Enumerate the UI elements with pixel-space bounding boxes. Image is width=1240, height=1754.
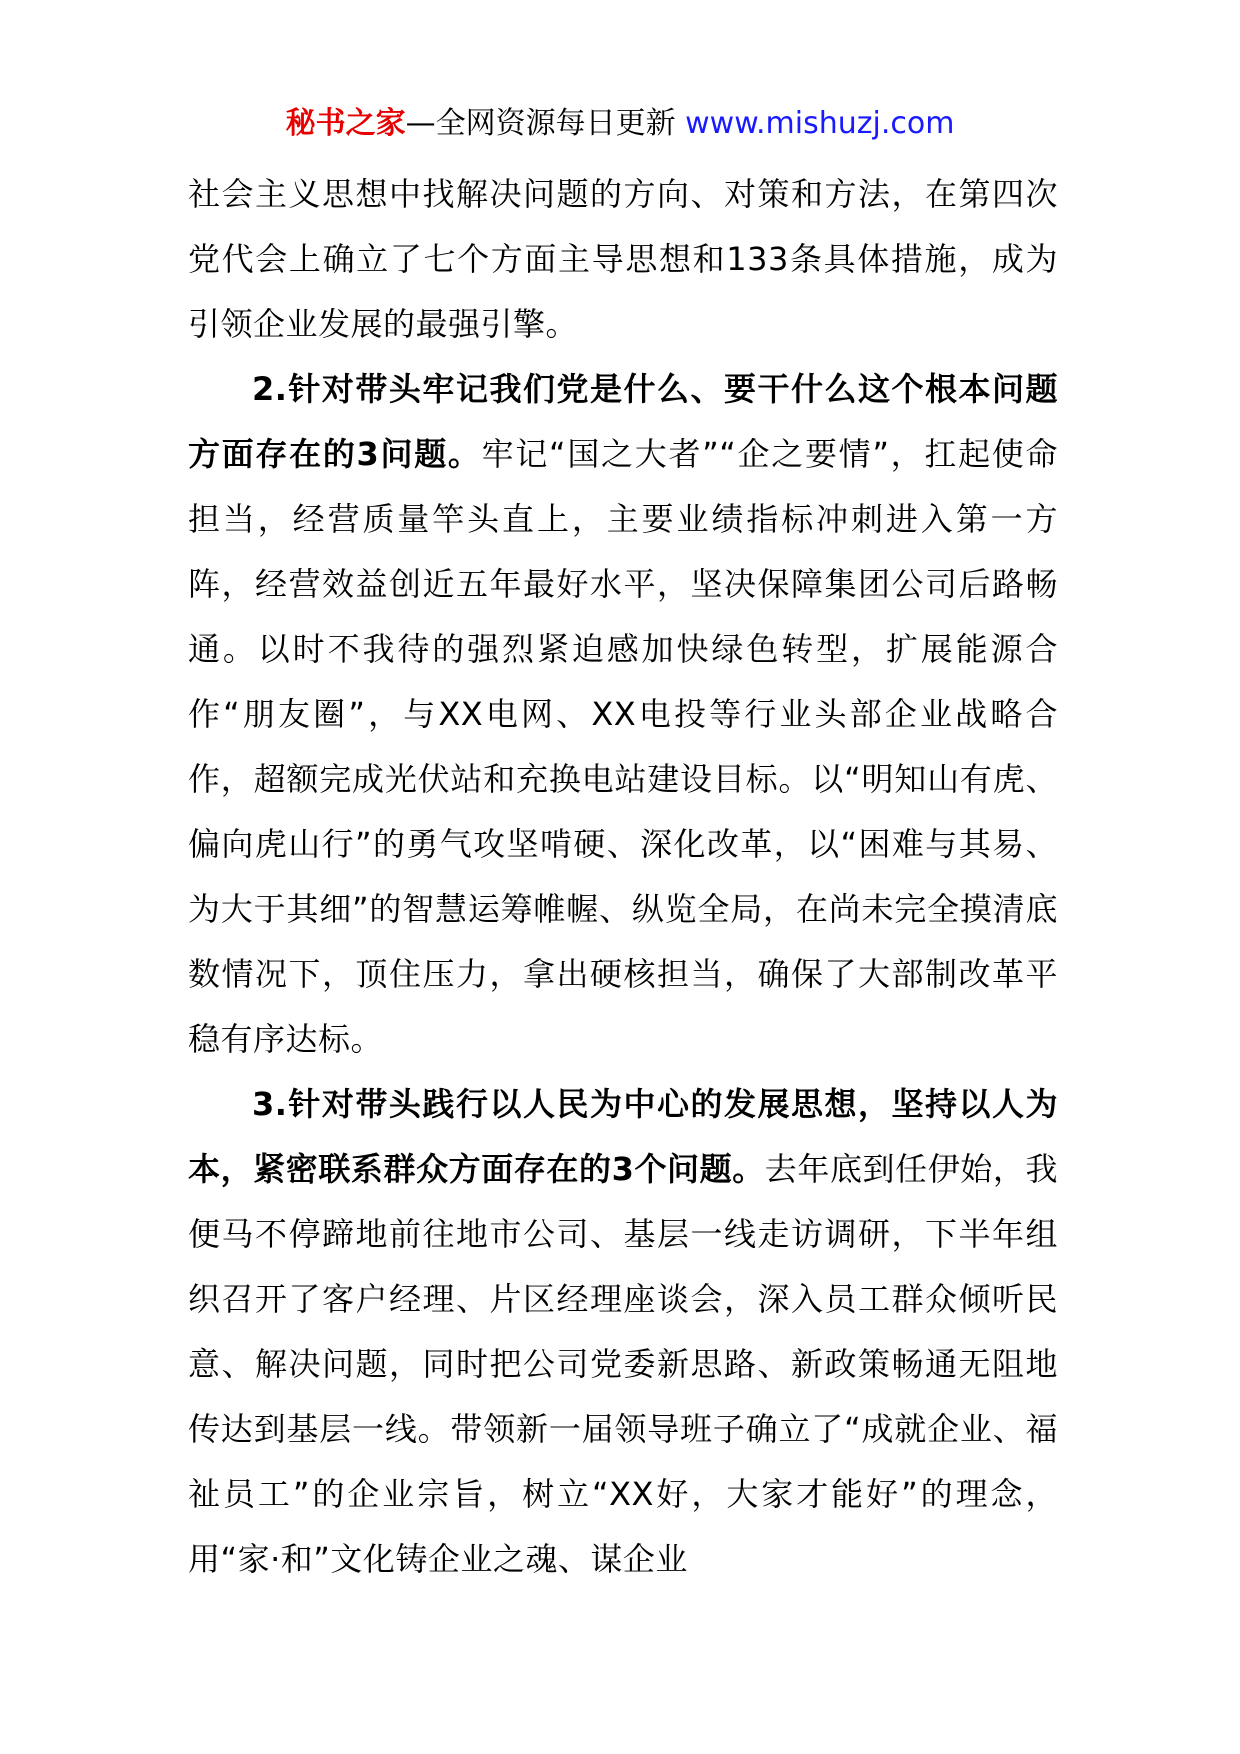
paragraph-text: 社会主义思想中找解决问题的方向、对策和方法，在第四次党代会上确立了七个方面主导思想和133条具体措施，成为引领企业发展的最强引擎。: [188, 175, 1058, 343]
paragraph-continuation: [188, 162, 1058, 357]
site-url-link[interactable]: www.mishuzj.com: [685, 106, 955, 141]
paragraph-item-2: [188, 357, 1058, 1072]
page-header: [0, 104, 1240, 144]
header-tagline: —全网资源每日更新: [405, 106, 676, 141]
paragraph-text: 去年底到任伊始，我便马不停蹄地前往地市公司、基层一线走访调研，下半年组织召开了客户经理、片区经理座谈会，深入员工群众倾听民意、解决问题，同时把公司党委新思路、新政策畅通无阻地传达到基层一线。带领新一届领导班子确立了“成就企业、福祉员工”的企业宗旨，树立“XX好，大家才能好”的理念，用“家·和”文化铸企业之魂、谋企业: [188, 1150, 1058, 1578]
paragraph-item-3: [188, 1072, 1058, 1592]
brand-name: 秘书之家: [285, 106, 406, 141]
paragraph-text: 牢记“国之大者”“企之要情”，扛起使命担当，经营质量竿头直上，主要业绩指标冲刺进入第一方阵，经营效益创近五年最好水平，坚决保障集团公司后路畅通。以时不我待的强烈紧迫感加快绿色转型，扩展能源合作“朋友圈”，与XX电网、XX电投等行业头部企业战略合作，超额完成光伏站和充换电站建设目标。以“明知山有虎、偏向虎山行”的勇气攻坚啃硬、深化改革，以“困难与其易、为大于其细”的智慧运筹帷幄、纵览全局，在尚未完全摸清底数情况下，顶住压力，拿出硬核担当，确保了大部制改革平稳有序达标。: [188, 435, 1058, 1058]
paragraph-heading: 3.针对带头践行以人民为中心的发展思想，坚持以人为本，紧密联系群众方面存在的3个问题。: [188, 1085, 1058, 1188]
document-body: [188, 162, 1058, 1592]
paragraph-heading: 2.针对带头牢记我们党是什么、要干什么这个根本问题方面存在的3问题。: [188, 370, 1058, 473]
